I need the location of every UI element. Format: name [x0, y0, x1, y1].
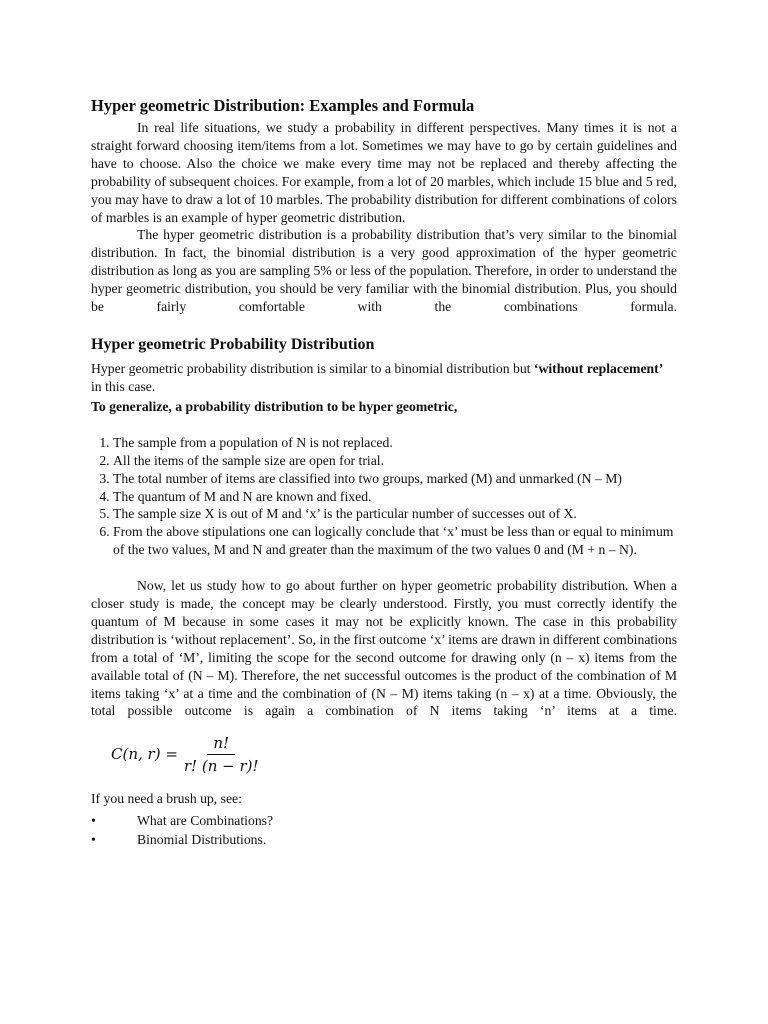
list-item: 3. The total number of items are classified into two groups, marked (M) and unmarked (N – M): [113, 470, 677, 488]
formula-denominator: r! (n − r)!: [183, 756, 259, 775]
combination-formula: [111, 730, 677, 778]
formula-numerator: n!: [207, 734, 235, 755]
intro-paragraph: In real life situations, we study a probability in different perspectives. Many times it is not a straight forward choosing item/items from a lot. Sometimes we may have to go by certain guidelines and have to choose. Also the choice we make every time may not be replaced and thereby affecting the probability of subsequent choices. For example, from a lot of 20 marbles, which include 15 blue and 5 red, you may have to draw a lot of 10 marbles. The probability distribution for different combinations of colors of marbles is an example of hyper geometric distribution.: [91, 120, 677, 225]
list-item: 4. The quantum of M and N are known and fixed.: [113, 488, 677, 506]
bullet-icon: •: [91, 813, 96, 829]
brush-up-text: If you need a brush up, see:: [91, 791, 242, 807]
link-combinations[interactable]: What are Combinations?: [137, 813, 274, 829]
section-heading: Hyper geometric Probability Distribution: [91, 335, 375, 353]
list-item: [91, 831, 677, 850]
list-item: 2. All the items of the sample size are open for trial.: [113, 452, 677, 470]
without-replacement-emphasis: ‘without replacement’: [533, 360, 664, 376]
link-binomial-distributions[interactable]: Binomial Distributions.: [137, 831, 267, 847]
reference-list: [91, 812, 677, 849]
definition-paragraph: Hyper geometric probability distribution is similar to a binomial distribution but ‘without replacement’ in this case.: [91, 360, 664, 394]
list-item: 1. The sample from a population of N is not replaced.: [113, 434, 677, 452]
binomial-comparison-paragraph: The hyper geometric distribution is a probability distribution that’s very similar to the binomial distribution. In fact, the binomial distribution is a very good approximation of the hyper geometric distribution as long as you are sampling 5% or less of the population. Therefore, in order to understand the hyper geometric distribution, you should be very familiar with the binomial distribution. Plus, you should be fairly comfortable with the combinations formula.: [91, 227, 677, 315]
formula-fraction: [184, 734, 259, 775]
bullet-icon: •: [91, 831, 96, 847]
list-item: 6. From the above stipulations one can logically conclude that ‘x’ must be less than or equal to minimum of the two values, M and N and greater than the maximum of the two values 0 and (M + n – N).: [113, 523, 677, 559]
list-item: 5. The sample size X is out of M and ‘x’ is the particular number of successes out of X.: [113, 505, 677, 523]
list-item: [91, 812, 677, 831]
explanation-paragraph: Now, let us study how to go about further on hyper geometric probability distribution. When a closer study is made, the concept may be clearly understood. Firstly, you must correctly identify the quantum of M because in some cases it may not be explicitly known. The case in this probability distribution is ‘without replacement’. So, in the first outcome ‘x’ items are drawn in different combinations from a total of ‘M’, limiting the scope for the second outcome for drawing only (n – x) items from the available total of (N – M). Therefore, the net successful outcomes is the product of the combination of M items taking ‘x’ at a time and the combination of (N – M) items taking (n – x) at a time. Obviously, the total possible outcome is again a combination of N items taking ‘n’ items at a time.: [91, 578, 678, 719]
formula-lhs: C(n, r) =: [111, 745, 178, 764]
spacer: [91, 559, 677, 577]
generalize-statement: To generalize, a probability distribution to be hyper geometric,: [91, 398, 458, 414]
conditions-list: [91, 434, 677, 559]
page-title: Hyper geometric Distribution: Examples and Formula: [91, 96, 475, 115]
